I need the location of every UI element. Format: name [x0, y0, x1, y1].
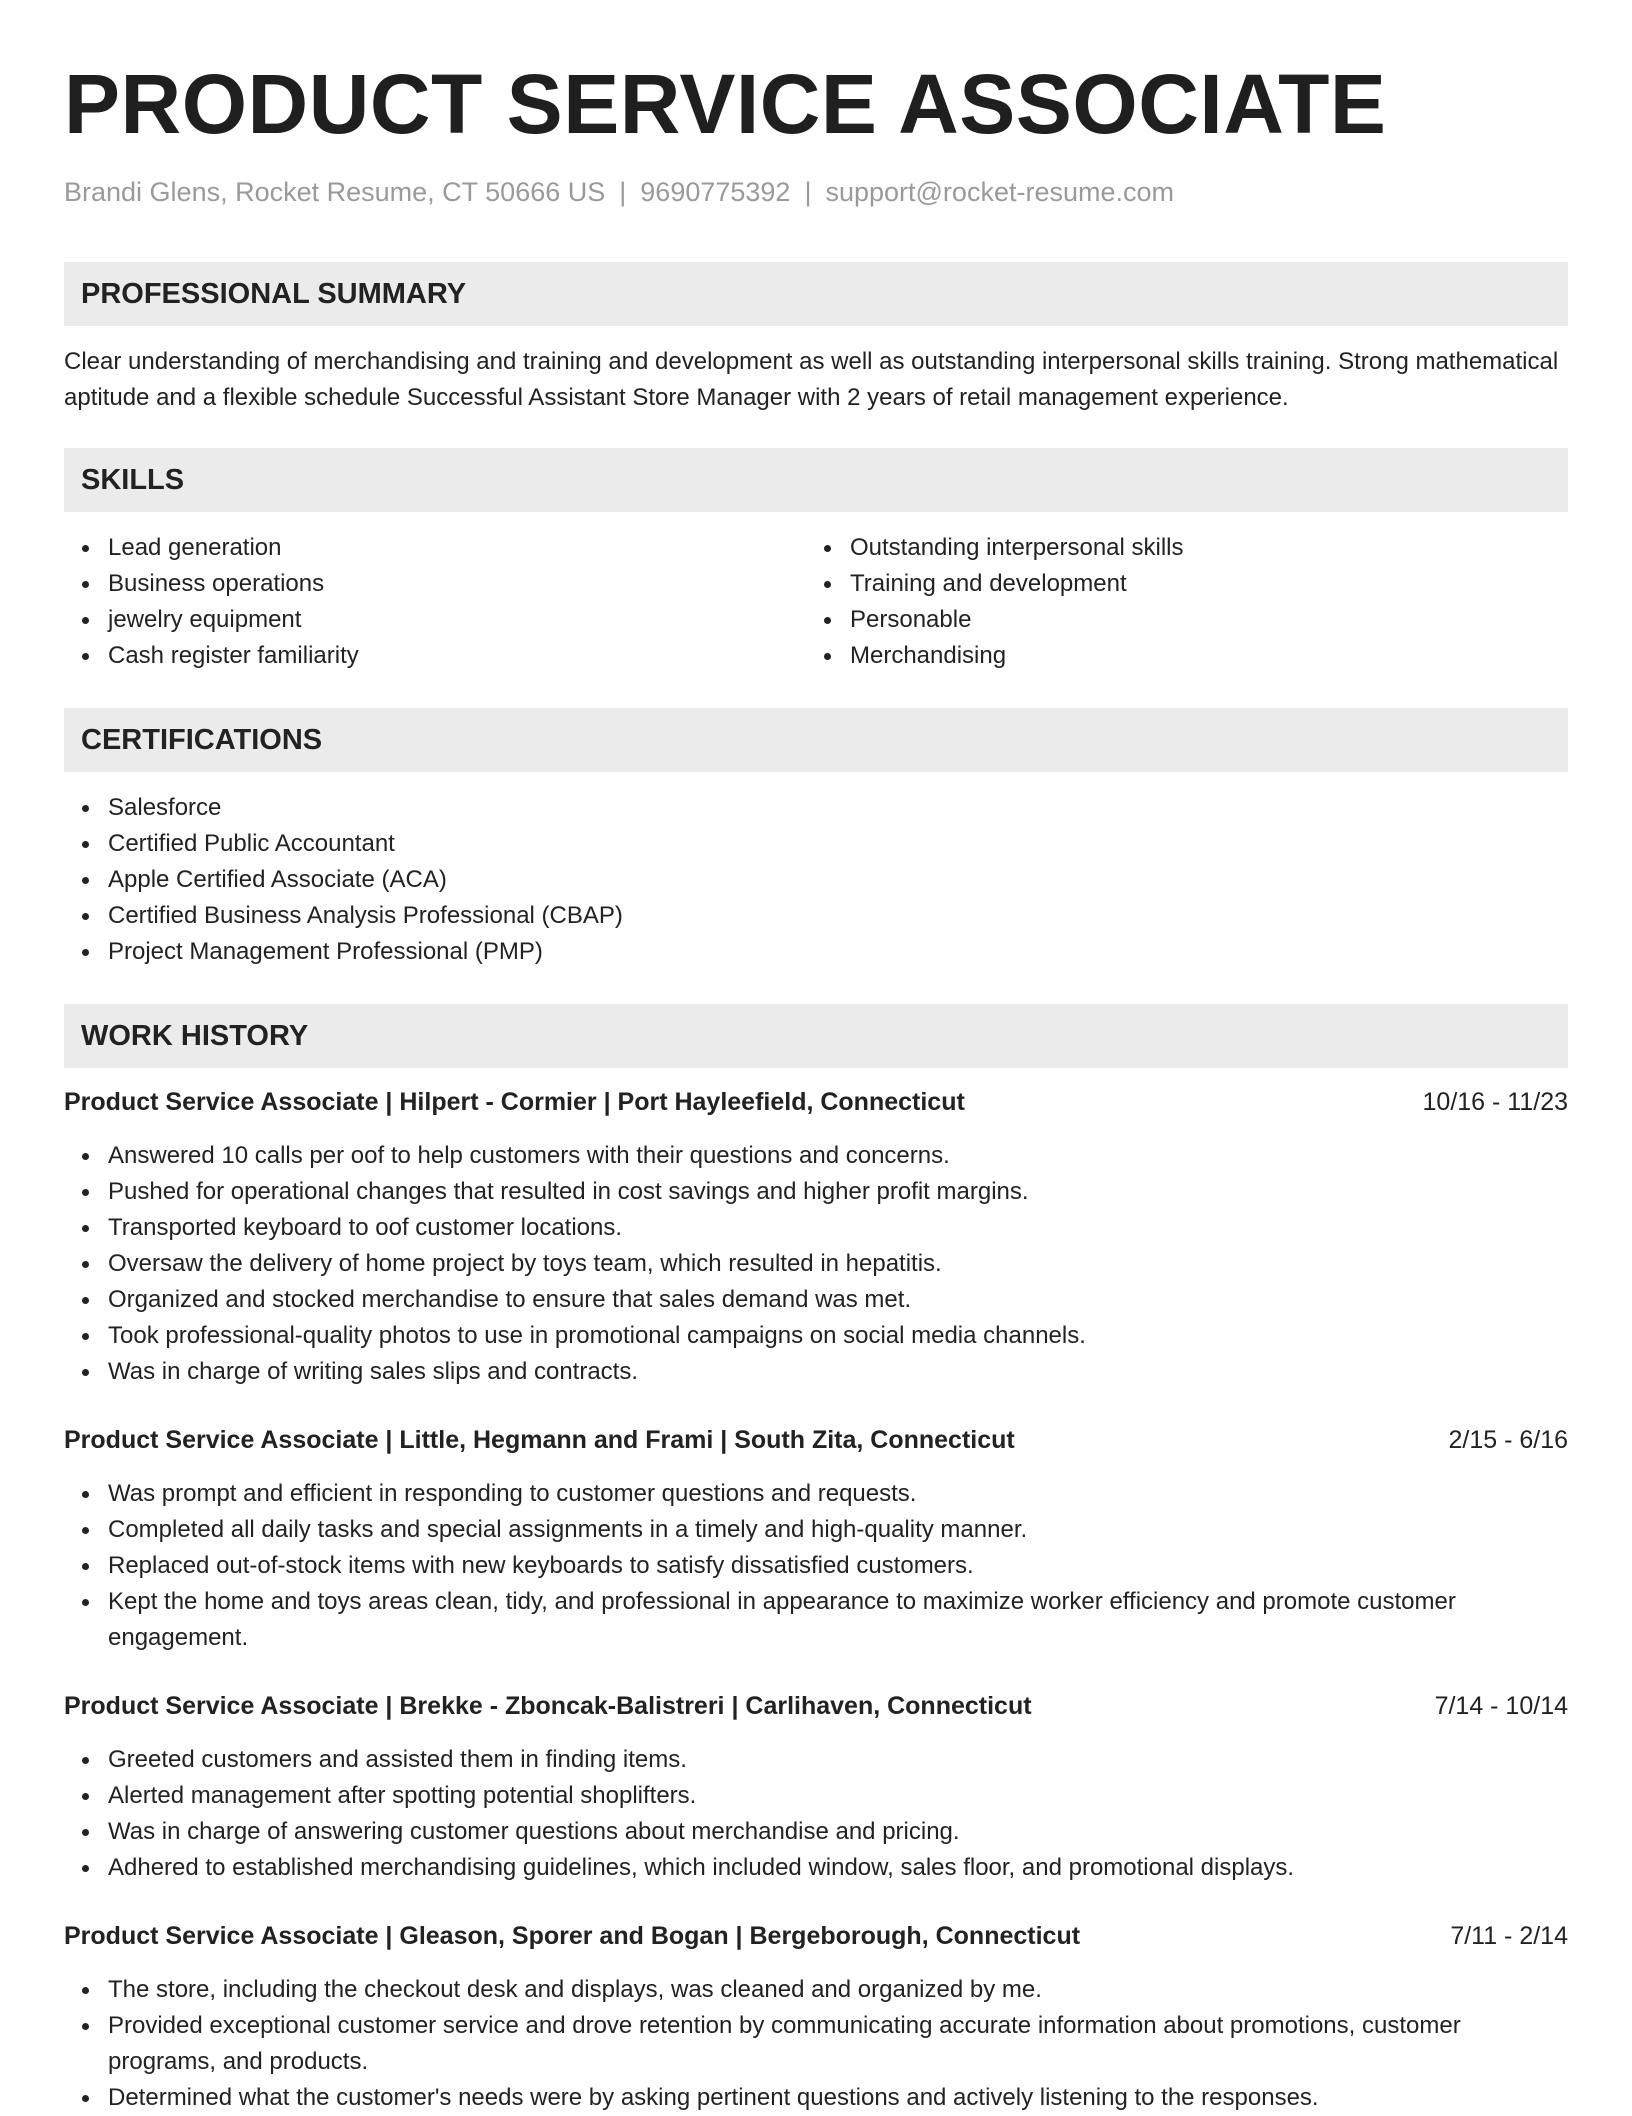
contact-line [64, 174, 1568, 210]
skill-item: jewelry equipment [108, 602, 806, 638]
job-dates: 2/15 - 6/16 [1448, 1426, 1568, 1454]
contact-separator: | [619, 177, 627, 207]
job-bullet: Answered 10 calls per oof to help customers with their questions and concerns. [108, 1138, 1568, 1174]
job-title: Product Service Associate | Brekke - Zboncak-Balistreri | Carlihaven, Connecticut [64, 1692, 1032, 1720]
job-bullet: The store, including the checkout desk and displays, was cleaned and organized by me. [108, 1972, 1568, 2008]
certifications-section [64, 708, 1568, 970]
job-bullet: Took professional-quality photos to use in promotional campaigns on social media channels. [108, 1318, 1568, 1354]
skill-item: Merchandising [850, 638, 1548, 674]
skills-section [64, 448, 1568, 674]
job-entry [64, 1918, 1568, 2116]
job-bullet: Determined what the customer's needs were by asking pertinent questions and actively listening to the responses. [108, 2080, 1568, 2116]
job-bullet: Pushed for operational changes that resulted in cost savings and higher profit margins. [108, 1174, 1568, 1210]
job-title: Product Service Associate | Gleason, Sporer and Bogan | Bergeborough, Connecticut [64, 1922, 1081, 1950]
job-bullet: Oversaw the delivery of home project by toys team, which resulted in hepatitis. [108, 1246, 1568, 1282]
job-dates: 7/14 - 10/14 [1434, 1692, 1568, 1720]
certification-item: Certified Business Analysis Professional (CBAP) [108, 898, 1568, 934]
certification-item: Salesforce [108, 790, 1568, 826]
contact-separator: | [804, 177, 812, 207]
job-bullet: Alerted management after spotting potential shoplifters. [108, 1778, 1568, 1814]
job-entry [64, 1688, 1568, 1886]
summary-text: Clear understanding of merchandising and training and development as well as outstanding interpersonal skills training. Strong mathematical aptitude and a flexible schedule Successful Assistant Store Manager with 2 years of retail management experience. [64, 348, 1559, 411]
job-bullet: Organized and stocked merchandise to ensure that sales demand was met. [108, 1282, 1568, 1318]
job-title: Product Service Associate | Hilpert - Cormier | Port Hayleefield, Connecticut [64, 1088, 965, 1116]
certification-item: Certified Public Accountant [108, 826, 1568, 862]
section-heading: PROFESSIONAL SUMMARY [64, 262, 1568, 326]
contact-email: support@rocket-resume.com [825, 177, 1174, 207]
job-dates: 7/11 - 2/14 [1450, 1922, 1568, 1950]
section-heading: CERTIFICATIONS [64, 708, 1568, 772]
skill-item: Training and development [850, 566, 1548, 602]
resume-name: PRODUCT SERVICE ASSOCIATE [64, 57, 1387, 151]
certification-item: Apple Certified Associate (ACA) [108, 862, 1568, 898]
work-history-section [64, 1004, 1568, 2116]
summary-section [64, 262, 1568, 416]
job-title: Product Service Associate | Little, Hegmann and Frami | South Zita, Connecticut [64, 1426, 1015, 1454]
job-bullet: Was in charge of answering customer questions about merchandise and pricing. [108, 1814, 1568, 1850]
contact-address: Brandi Glens, Rocket Resume, CT 50666 US [64, 177, 606, 207]
job-bullet: Completed all daily tasks and special assignments in a timely and high-quality manner. [108, 1512, 1568, 1548]
contact-phone: 9690775392 [640, 177, 791, 207]
certification-item: Project Management Professional (PMP) [108, 934, 1568, 970]
skill-item: Lead generation [108, 530, 806, 566]
job-entry [64, 1422, 1568, 1656]
skills-column-right [806, 530, 1548, 674]
job-bullet: Provided exceptional customer service and drove retention by communicating accurate information about promotions, customer programs, and products. [108, 2008, 1568, 2080]
job-bullet: Replaced out-of-stock items with new keyboards to satisfy dissatisfied customers. [108, 1548, 1568, 1584]
skill-item: Outstanding interpersonal skills [850, 530, 1548, 566]
job-bullet: Transported keyboard to oof customer locations. [108, 1210, 1568, 1246]
section-heading: WORK HISTORY [64, 1004, 1568, 1068]
job-entry [64, 1084, 1568, 1390]
skill-item: Business operations [108, 566, 806, 602]
job-bullet: Was prompt and efficient in responding to customer questions and requests. [108, 1476, 1568, 1512]
skills-column-left [64, 530, 806, 674]
job-bullet: Kept the home and toys areas clean, tidy, and professional in appearance to maximize worker efficiency and promote customer engagement. [108, 1584, 1568, 1656]
job-bullet: Was in charge of writing sales slips and contracts. [108, 1354, 1568, 1390]
skill-item: Cash register familiarity [108, 638, 806, 674]
skill-item: Personable [850, 602, 1548, 638]
section-heading: SKILLS [64, 448, 1568, 512]
skills-grid [64, 530, 1568, 674]
job-bullet: Greeted customers and assisted them in finding items. [108, 1742, 1568, 1778]
job-bullet: Adhered to established merchandising guidelines, which included window, sales floor, and promotional displays. [108, 1850, 1568, 1886]
job-dates: 10/16 - 11/23 [1422, 1088, 1568, 1116]
